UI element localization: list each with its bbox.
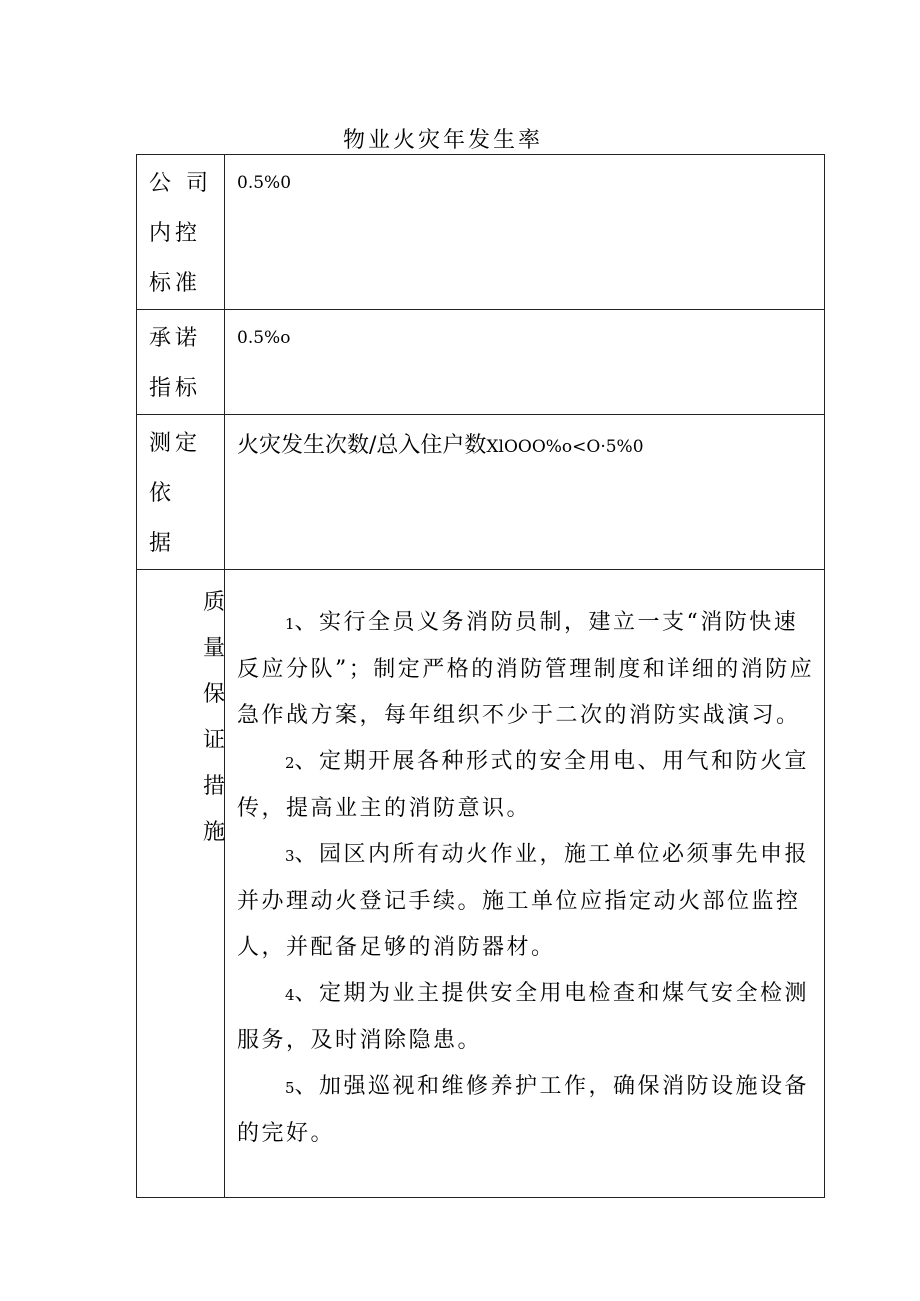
label-char: 量 <box>203 636 226 661</box>
label-char: 证 <box>203 728 226 753</box>
item-text: 、加强巡视和维修养护工作，确保消防设施设备的完好。 <box>237 1074 810 1146</box>
label-char: 质 <box>203 590 226 615</box>
row-label-internal-standard <box>137 155 224 309</box>
table-row <box>137 415 825 570</box>
label-line: 承诺 <box>149 326 202 351</box>
label-char: 施 <box>203 820 226 845</box>
label-char: 措 <box>203 774 226 799</box>
commitment-value: 0.5%o <box>237 328 291 348</box>
value-cell <box>225 415 825 570</box>
measure-item <box>237 971 820 1064</box>
item-text: 、定期开展各种形式的安全用电、用气和防火宣传，提高业主的消防意识。 <box>237 749 810 821</box>
measure-item <box>237 600 820 739</box>
label-char: 保 <box>203 682 226 707</box>
table-row <box>137 155 825 310</box>
item-text: 、园区内所有动火作业，施工单位必须事先申报并办理动火登记手续。施工单位应指定动火部位监控人，并配备足够的消防器材。 <box>237 842 810 960</box>
basis-formula <box>225 415 824 472</box>
label-line: 公 司 <box>149 171 212 196</box>
value-cell <box>225 155 825 310</box>
row-label-basis <box>137 415 224 569</box>
table-row <box>137 570 825 1198</box>
item-number: 1 <box>285 615 295 633</box>
label-line: 标准 <box>149 271 202 296</box>
table-row <box>137 310 825 415</box>
label-line: 内控 <box>149 221 202 246</box>
measures-list <box>225 570 824 1177</box>
measure-item <box>237 739 820 832</box>
label-cell <box>137 415 225 570</box>
item-number: 4 <box>285 986 295 1004</box>
item-number: 5 <box>285 1079 295 1097</box>
label-cell <box>137 570 225 1198</box>
label-line: 指标 <box>149 376 202 401</box>
item-number: 3 <box>285 847 295 865</box>
value-cell <box>225 310 825 415</box>
item-text: 、定期为业主提供安全用电检查和煤气安全检测服务，及时消除隐患。 <box>237 981 810 1053</box>
label-line: 测定依 <box>149 431 202 506</box>
measure-item <box>237 832 820 971</box>
item-number: 2 <box>285 754 295 772</box>
fire-rate-table <box>136 154 825 1198</box>
label-line: 据 <box>149 531 176 556</box>
internal-standard-value: 0.5%0 <box>237 173 292 193</box>
row-label-commitment <box>137 310 224 414</box>
basis-text: 火灾发生次数/总入住户数 <box>237 433 487 458</box>
measure-item <box>237 1064 820 1157</box>
basis-number: XlOOO%o<O·5%0 <box>486 437 644 457</box>
item-text: 、实行全员义务消防员制，建立一支“消防快速反应分队”；制定严格的消防管理制度和详细的消防应急作战方案，每年组织不少于二次的消防实战演习。 <box>237 610 815 728</box>
value-cell <box>225 570 825 1198</box>
label-cell <box>137 155 225 310</box>
label-cell <box>137 310 225 415</box>
document-title: 物业火灾年发生率 <box>342 128 543 153</box>
